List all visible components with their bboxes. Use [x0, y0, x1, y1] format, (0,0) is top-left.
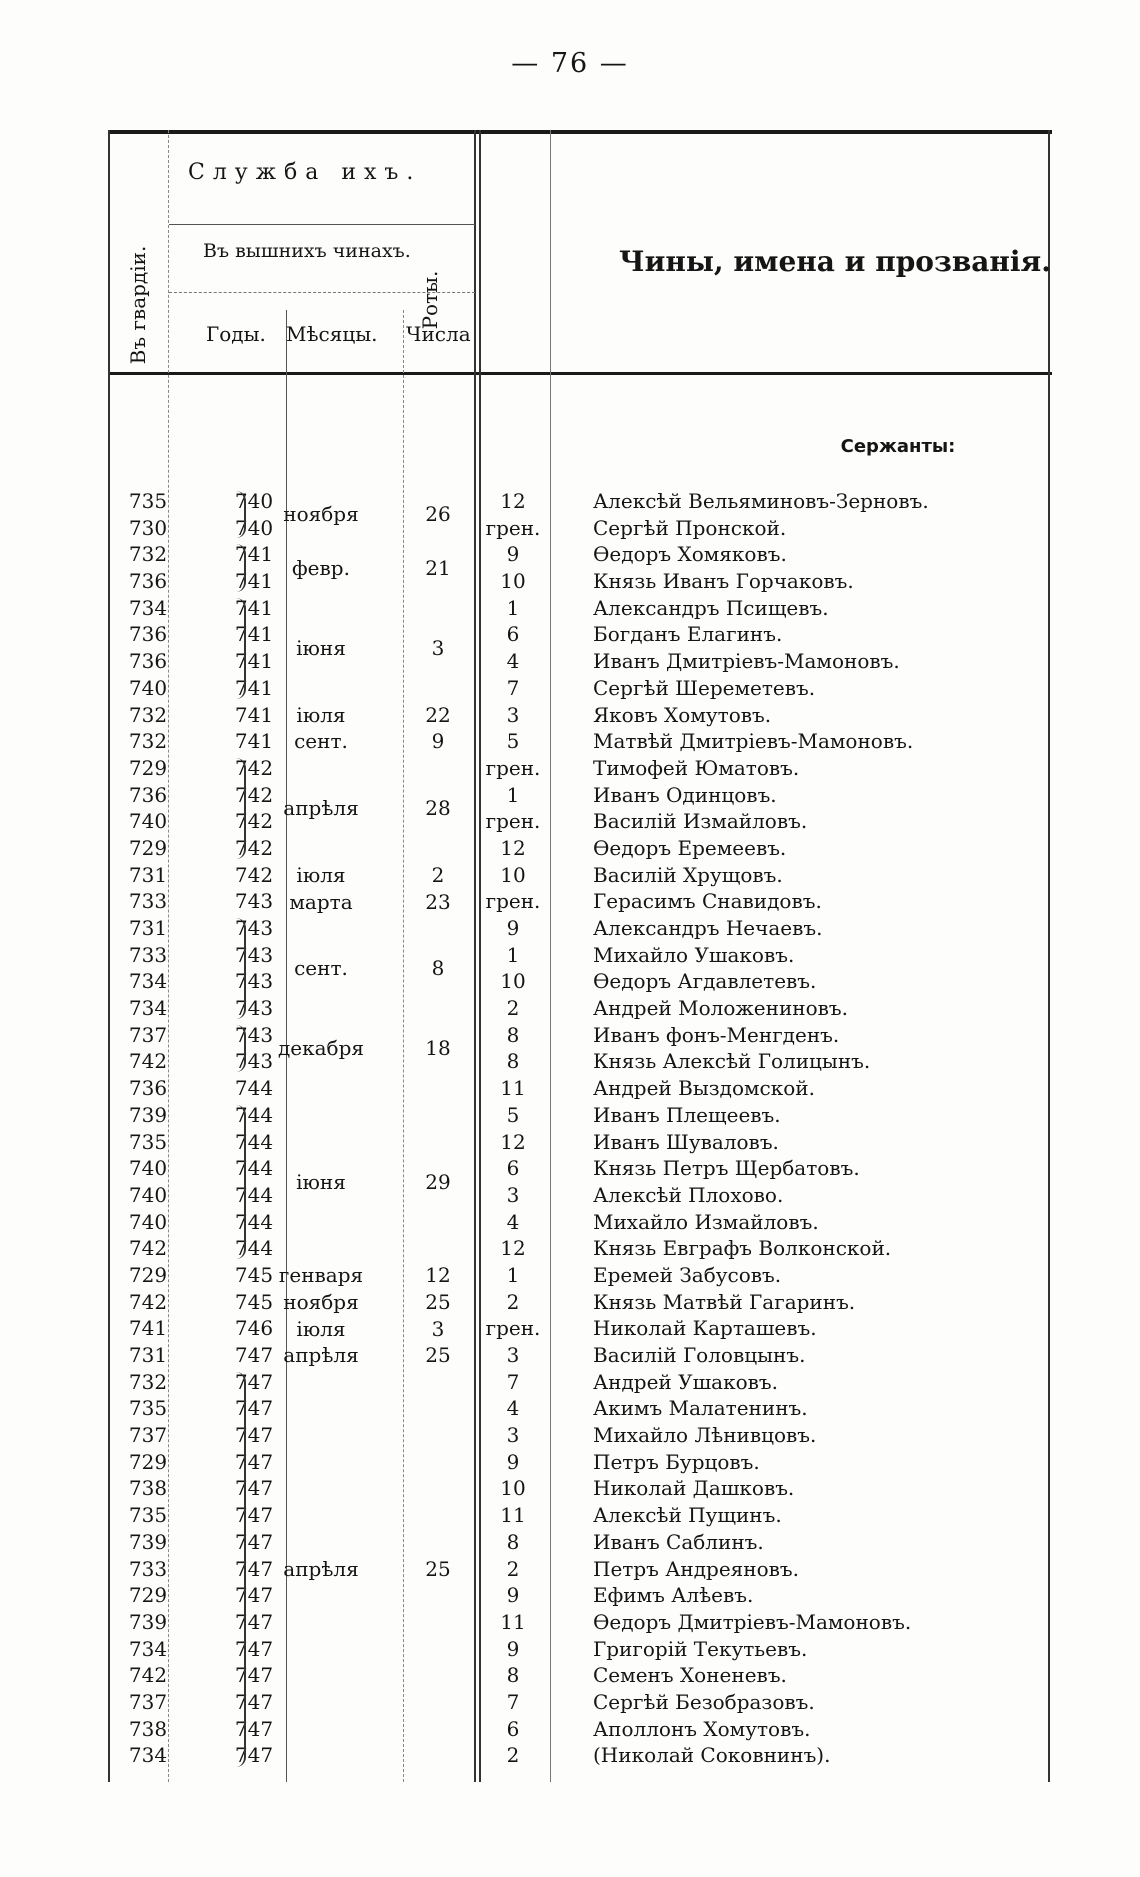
year-cell: 741: [234, 649, 274, 674]
register-table: [108, 130, 1052, 1782]
table-row: [108, 1235, 1052, 1262]
name-cell: Тимофей Юматовъ.: [593, 755, 800, 780]
table-row: [108, 1742, 1052, 1769]
group-brace: [236, 1105, 246, 1259]
table-row: [108, 995, 1052, 1022]
service-heading: Служба ихъ.: [188, 160, 422, 185]
year-cell: 741: [234, 595, 274, 620]
higher-ranks-heading: Въ вышнихъ чинахъ.: [203, 240, 411, 262]
name-cell: Семенъ Хоненевъ.: [593, 1663, 787, 1688]
guard-cell: 735: [128, 489, 168, 513]
rota-cell: 2: [506, 996, 520, 1021]
guard-cell: 737: [128, 1423, 168, 1448]
companies-heading: Роты.: [418, 270, 442, 330]
ranks-names-heading: Чины, имена и прозванія.: [619, 245, 1051, 278]
guard-cell: 736: [128, 782, 168, 807]
rota-cell: 5: [506, 1102, 520, 1127]
guard-cell: 729: [128, 1262, 168, 1287]
table-row: [108, 1662, 1052, 1689]
guard-cell: 729: [128, 755, 168, 780]
guard-cell: 737: [128, 1689, 168, 1714]
name-cell: Иванъ Одинцовъ.: [593, 782, 777, 807]
rota-cell: 9: [506, 916, 520, 940]
rota-cell: 1: [506, 782, 520, 807]
table-row: [108, 1609, 1052, 1636]
group-day: 12: [425, 1263, 451, 1288]
guard-cell: 734: [128, 1743, 168, 1768]
rota-cell: 7: [506, 1689, 520, 1714]
name-cell: Яковъ Хомутовъ.: [593, 702, 772, 727]
name-cell: Андрей Ушаковъ.: [593, 1369, 778, 1394]
name-cell: Еремей Забусовъ.: [593, 1262, 782, 1287]
rota-cell: грен.: [485, 515, 541, 540]
rota-cell: 3: [506, 702, 520, 727]
name-cell: Сергѣй Безобразовъ.: [593, 1689, 815, 1714]
year-cell: 747: [234, 1476, 274, 1501]
table-row: [108, 1422, 1052, 1449]
rota-cell: 3: [506, 1423, 520, 1448]
group-day: 22: [425, 702, 451, 727]
name-cell: Ѳедоръ Еремеевъ.: [593, 835, 787, 860]
rota-cell: 12: [500, 1129, 526, 1154]
table-row: [108, 755, 1052, 782]
group-month: ноября: [283, 502, 359, 527]
guard-cell: 729: [128, 1583, 168, 1608]
guard-cell: 738: [128, 1716, 168, 1741]
guard-cell: 729: [128, 835, 168, 860]
year-cell: 747: [234, 1636, 274, 1661]
name-cell: Михайло Измайловъ.: [593, 1209, 819, 1234]
group-month: іюля: [296, 862, 346, 887]
rota-cell: 8: [506, 1663, 520, 1688]
guard-cell: 740: [128, 675, 168, 700]
guard-cell: 731: [128, 916, 168, 940]
group-month: іюля: [296, 1316, 346, 1341]
name-cell: Аполлонъ Хомутовъ.: [593, 1716, 811, 1741]
group-month: марта: [289, 889, 353, 914]
rota-cell: 4: [506, 1396, 520, 1421]
table-row: [108, 1689, 1052, 1716]
year-cell: 744: [234, 1102, 274, 1127]
year-cell: 747: [234, 1743, 274, 1768]
name-cell: Михайло Ушаковъ.: [593, 942, 795, 967]
table-row: [108, 835, 1052, 862]
rota-cell: 7: [506, 675, 520, 700]
year-cell: 742: [234, 809, 274, 834]
table-row: [108, 1716, 1052, 1743]
months-heading: Мѣсяцы.: [286, 322, 378, 346]
name-cell: (Николай Соковнинъ).: [593, 1743, 831, 1768]
year-cell: 747: [234, 1343, 274, 1367]
guard-cell: 731: [128, 1343, 168, 1367]
group-month: генваря: [278, 1263, 364, 1288]
rota-cell: грен.: [485, 889, 541, 914]
year-cell: 744: [234, 1129, 274, 1154]
group-month: апрѣля: [283, 1343, 359, 1368]
year-cell: 747: [234, 1396, 274, 1421]
year-cell: 741: [234, 702, 274, 727]
rota-cell: 5: [506, 729, 520, 754]
group-brace: [236, 918, 246, 1019]
year-cell: 746: [234, 1316, 274, 1341]
rota-cell: 4: [506, 1209, 520, 1234]
table-row: [108, 1449, 1052, 1476]
name-cell: Герасимъ Снавидовъ.: [593, 889, 822, 914]
year-cell: 743: [234, 916, 274, 940]
table-row: [108, 1369, 1052, 1396]
guard-cell: 740: [128, 1156, 168, 1181]
table-row: [108, 1209, 1052, 1236]
name-cell: Князь Алексѣй Голицынъ.: [593, 1049, 871, 1074]
name-cell: Александръ Псищевъ.: [593, 595, 829, 620]
guard-cell: 730: [128, 515, 168, 540]
table-row: [108, 1502, 1052, 1529]
guard-cell: 732: [128, 542, 168, 567]
in-guard-heading: Въ гвардіи.: [126, 245, 150, 365]
guard-cell: 738: [128, 1476, 168, 1501]
year-cell: 740: [234, 489, 274, 513]
year-cell: 747: [234, 1449, 274, 1474]
guard-cell: 740: [128, 1182, 168, 1207]
name-cell: Ѳедоръ Дмитріевъ-Мамоновъ.: [593, 1609, 912, 1634]
rota-cell: 2: [506, 1289, 520, 1314]
group-day: 28: [425, 796, 451, 821]
year-cell: 741: [234, 542, 274, 567]
header-bottom-rule: [108, 372, 1052, 375]
guard-cell: 732: [128, 1369, 168, 1394]
name-cell: Матвѣй Дмитріевъ-Мамоновъ.: [593, 729, 914, 754]
section-title: Сержанты:: [840, 436, 956, 457]
rota-cell: 1: [506, 942, 520, 967]
table-row: [108, 1529, 1052, 1556]
year-cell: 743: [234, 889, 274, 914]
group-brace: [236, 544, 246, 591]
group-month: іюня: [296, 1169, 346, 1194]
table-row: [108, 1129, 1052, 1156]
guard-cell: 742: [128, 1049, 168, 1074]
name-cell: Князь Иванъ Горчаковъ.: [593, 569, 854, 594]
year-cell: 747: [234, 1369, 274, 1394]
guard-cell: 740: [128, 809, 168, 834]
year-cell: 743: [234, 969, 274, 994]
guard-cell: 735: [128, 1129, 168, 1154]
rota-cell: 2: [506, 1556, 520, 1581]
year-cell: 747: [234, 1583, 274, 1608]
group-day: 3: [431, 1316, 445, 1341]
rota-cell: 10: [500, 569, 526, 594]
group-month: іюня: [296, 635, 346, 660]
rota-cell: 6: [506, 1716, 520, 1741]
group-month: іюля: [296, 702, 346, 727]
year-cell: 744: [234, 1236, 274, 1261]
group-brace: [236, 598, 246, 699]
rota-cell: 4: [506, 649, 520, 674]
guard-cell: 732: [128, 702, 168, 727]
year-cell: 741: [234, 569, 274, 594]
group-day: 25: [425, 1343, 451, 1368]
rota-cell: 9: [506, 542, 520, 567]
rota-cell: 12: [500, 489, 526, 513]
table-row: [108, 675, 1052, 702]
table-row: [108, 1475, 1052, 1502]
rota-cell: 9: [506, 1449, 520, 1474]
guard-cell: 742: [128, 1236, 168, 1261]
group-day: 25: [425, 1557, 451, 1581]
name-cell: Петръ Бурцовъ.: [593, 1449, 760, 1474]
guard-cell: 737: [128, 1022, 168, 1047]
rota-cell: 8: [506, 1049, 520, 1074]
group-day: 21: [425, 555, 451, 580]
name-cell: Александръ Нечаевъ.: [593, 916, 823, 940]
guard-cell: 736: [128, 569, 168, 594]
year-cell: 742: [234, 782, 274, 807]
rota-cell: 9: [506, 1636, 520, 1661]
rota-cell: 9: [506, 1583, 520, 1608]
year-cell: 740: [234, 515, 274, 540]
group-day: 2: [431, 862, 445, 887]
guard-cell: 734: [128, 996, 168, 1021]
group-month: апрѣля: [283, 1557, 359, 1581]
year-cell: 741: [234, 729, 274, 754]
rota-cell: грен.: [485, 1316, 541, 1341]
rota-cell: 2: [506, 1743, 520, 1768]
name-cell: Ѳедоръ Агдавлетевъ.: [593, 969, 817, 994]
guard-cell: 741: [128, 1316, 168, 1341]
guard-cell: 739: [128, 1529, 168, 1554]
year-cell: 744: [234, 1182, 274, 1207]
rota-cell: 6: [506, 1156, 520, 1181]
year-cell: 744: [234, 1156, 274, 1181]
name-cell: Василій Измайловъ.: [593, 809, 808, 834]
year-cell: 747: [234, 1716, 274, 1741]
rota-cell: 3: [506, 1343, 520, 1367]
guard-cell: 742: [128, 1289, 168, 1314]
guard-cell: 735: [128, 1396, 168, 1421]
name-cell: Алексѣй Вельяминовъ-Зерновъ.: [593, 489, 929, 513]
guard-cell: 731: [128, 862, 168, 887]
guard-cell: 739: [128, 1102, 168, 1127]
group-day: 3: [431, 635, 445, 660]
rota-cell: 11: [500, 1076, 526, 1101]
guard-cell: 733: [128, 889, 168, 914]
year-cell: 747: [234, 1609, 274, 1634]
name-cell: Андрей Выздомской.: [593, 1076, 815, 1101]
rota-cell: грен.: [485, 809, 541, 834]
rota-cell: 8: [506, 1529, 520, 1554]
name-cell: Иванъ Плещеевъ.: [593, 1102, 781, 1127]
name-cell: Иванъ Шуваловъ.: [593, 1129, 779, 1154]
service-rule: [169, 224, 475, 225]
year-cell: 743: [234, 942, 274, 967]
name-cell: Михайло Лѣнивцовъ.: [593, 1423, 817, 1448]
group-day: 23: [425, 889, 451, 914]
rota-cell: 10: [500, 1476, 526, 1501]
group-day: 9: [431, 729, 445, 754]
guard-cell: 734: [128, 595, 168, 620]
rota-cell: 11: [500, 1503, 526, 1528]
table-row: [108, 1395, 1052, 1422]
group-month: апрѣля: [283, 796, 359, 821]
guard-cell: 733: [128, 1556, 168, 1581]
name-cell: Иванъ Дмитріевъ-Мамоновъ.: [593, 649, 900, 674]
guard-cell: 734: [128, 1636, 168, 1661]
name-cell: Сергѣй Шереметевъ.: [593, 675, 816, 700]
name-cell: Иванъ фонъ-Менгденъ.: [593, 1022, 840, 1047]
group-day: 25: [425, 1290, 451, 1314]
rota-cell: 8: [506, 1022, 520, 1047]
name-cell: Григорій Текутьевъ.: [593, 1636, 808, 1661]
year-cell: 742: [234, 862, 274, 887]
name-cell: Петръ Андреяновъ.: [593, 1556, 799, 1581]
year-cell: 747: [234, 1529, 274, 1554]
group-month: сент.: [294, 729, 348, 754]
name-cell: Иванъ Саблинъ.: [593, 1529, 764, 1554]
year-cell: 743: [234, 996, 274, 1021]
group-brace: [236, 491, 246, 538]
table-row: [108, 1636, 1052, 1663]
name-cell: Алексѣй Пущинъ.: [593, 1503, 782, 1528]
table-row: [108, 915, 1052, 942]
group-day: 29: [425, 1169, 451, 1194]
group-day: 26: [425, 502, 451, 527]
years-heading: Годы.: [206, 322, 266, 346]
year-cell: 745: [234, 1262, 274, 1287]
rota-cell: 1: [506, 595, 520, 620]
group-brace: [236, 758, 246, 859]
name-cell: Ефимъ Алѣевъ.: [593, 1583, 754, 1608]
guard-cell: 736: [128, 622, 168, 647]
rota-cell: 10: [500, 969, 526, 994]
name-cell: Андрей Моложениновъ.: [593, 996, 848, 1021]
group-month: сент.: [294, 956, 348, 981]
name-cell: Князь Евграфъ Волконской.: [593, 1236, 892, 1261]
guard-cell: 729: [128, 1449, 168, 1474]
name-cell: Николай Дашковъ.: [593, 1476, 795, 1501]
guard-cell: 734: [128, 969, 168, 994]
year-cell: 745: [234, 1289, 274, 1314]
name-cell: Николай Карташевъ.: [593, 1316, 817, 1341]
guard-cell: 735: [128, 1503, 168, 1528]
guard-cell: 739: [128, 1609, 168, 1634]
name-cell: Князь Петръ Щербатовъ.: [593, 1156, 860, 1181]
rota-cell: 3: [506, 1182, 520, 1207]
name-cell: Акимъ Малатенинъ.: [593, 1396, 808, 1421]
page-number: — 76 —: [511, 48, 629, 79]
name-cell: Богданъ Елагинъ.: [593, 622, 783, 647]
rota-cell: 12: [500, 835, 526, 860]
year-cell: 747: [234, 1503, 274, 1528]
table-row: [108, 1075, 1052, 1102]
year-cell: 747: [234, 1689, 274, 1714]
group-month: февр.: [292, 555, 350, 580]
group-month: ноября: [283, 1290, 359, 1314]
table-row: [108, 595, 1052, 622]
guard-cell: 732: [128, 729, 168, 754]
name-cell: Василій Хрущовъ.: [593, 862, 783, 887]
year-cell: 742: [234, 835, 274, 860]
year-cell: 742: [234, 755, 274, 780]
group-brace: [236, 1025, 246, 1072]
table-top-rule: [108, 130, 1052, 134]
year-cell: 743: [234, 1049, 274, 1074]
year-cell: 744: [234, 1076, 274, 1101]
group-day: 18: [425, 1036, 451, 1061]
rota-cell: 10: [500, 862, 526, 887]
year-cell: 747: [234, 1556, 274, 1581]
rota-cell: 7: [506, 1369, 520, 1394]
year-cell: 741: [234, 675, 274, 700]
guard-cell: 733: [128, 942, 168, 967]
days-heading: Числа: [406, 322, 471, 346]
name-cell: Сергѣй Пронской.: [593, 515, 787, 540]
rota-cell: грен.: [485, 755, 541, 780]
group-month: декабря: [277, 1036, 365, 1061]
year-cell: 747: [234, 1423, 274, 1448]
name-cell: Василій Головцынъ.: [593, 1343, 806, 1367]
year-cell: 747: [234, 1663, 274, 1688]
group-brace: [236, 1372, 246, 1767]
year-cell: 741: [234, 622, 274, 647]
group-day: 8: [431, 956, 445, 981]
rota-cell: 11: [500, 1609, 526, 1634]
rota-cell: 1: [506, 1262, 520, 1287]
guard-cell: 736: [128, 1076, 168, 1101]
table-row: [108, 1582, 1052, 1609]
name-cell: Алексѣй Плохово.: [593, 1182, 784, 1207]
rota-cell: 12: [500, 1236, 526, 1261]
name-cell: Ѳедоръ Хомяковъ.: [593, 542, 787, 567]
guard-cell: 740: [128, 1209, 168, 1234]
table-row: [108, 1102, 1052, 1129]
guard-cell: 742: [128, 1663, 168, 1688]
rota-cell: 6: [506, 622, 520, 647]
year-cell: 744: [234, 1209, 274, 1234]
guard-cell: 736: [128, 649, 168, 674]
name-cell: Князь Матвѣй Гагаринъ.: [593, 1289, 856, 1314]
year-cell: 743: [234, 1022, 274, 1047]
